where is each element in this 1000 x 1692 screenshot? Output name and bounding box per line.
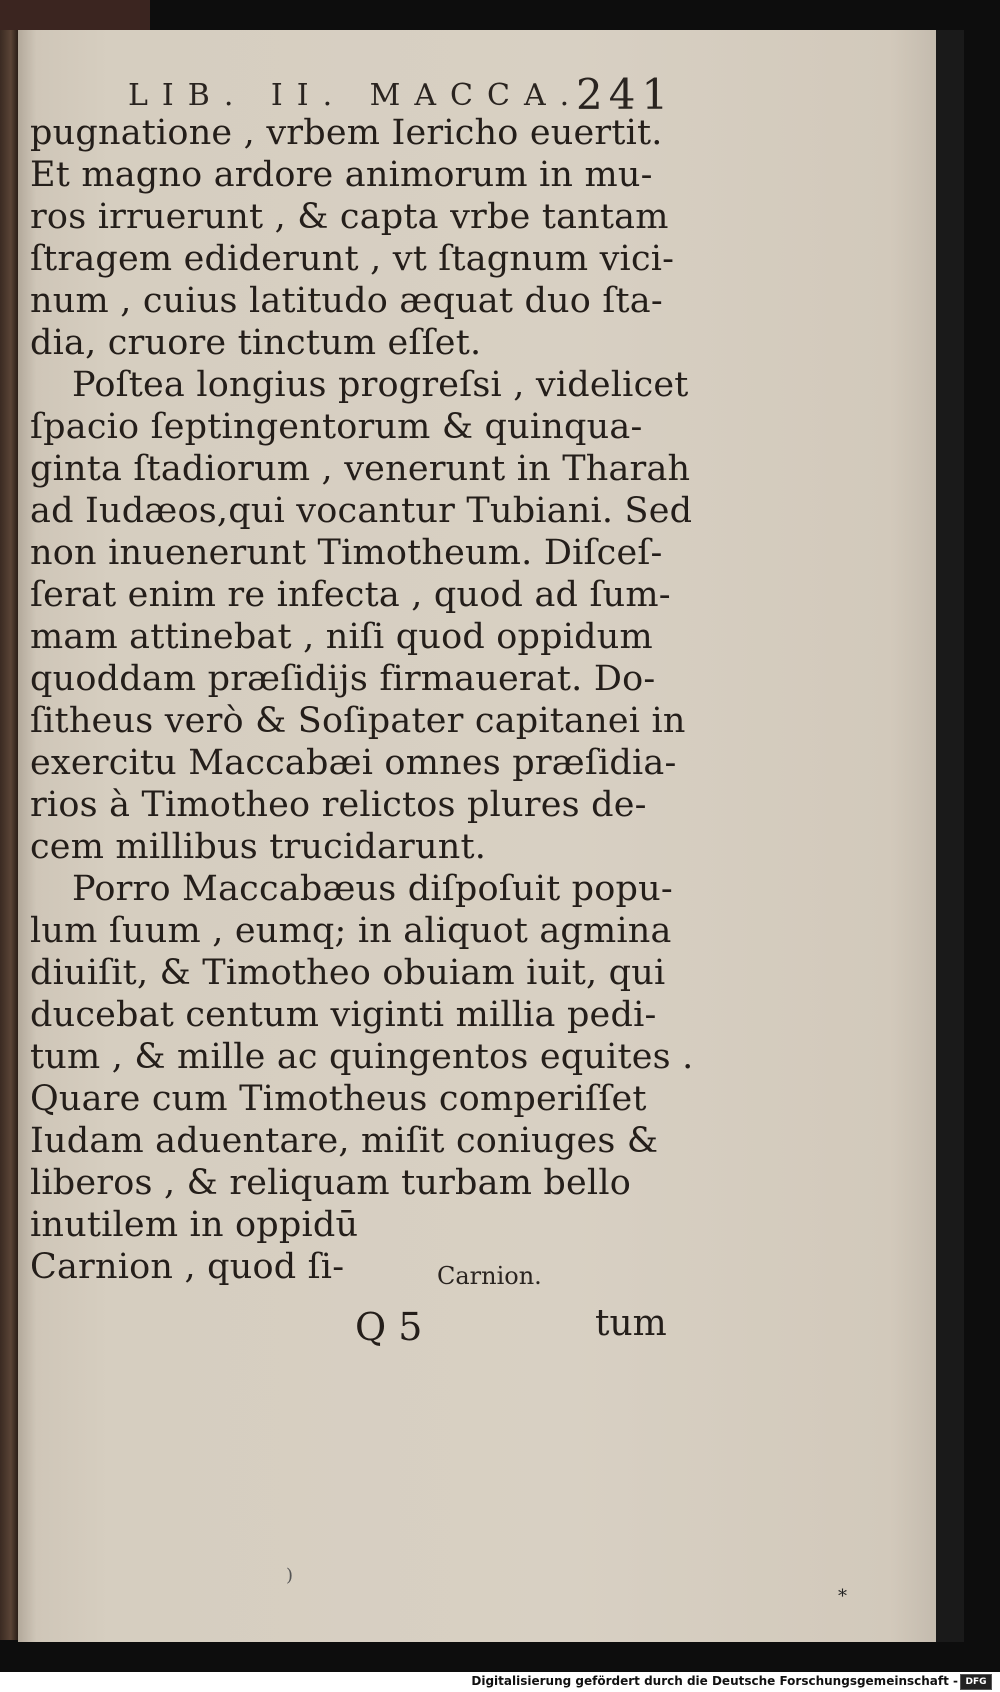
text-line: cem millibus trucidarunt. (30, 827, 487, 867)
text-line: quoddam præſidijs firmauerat. Do- (30, 659, 656, 699)
paragraph-start-line: Porro Maccabæus diſpoſuit popu- (72, 869, 673, 909)
funding-credit: Digitalisierung gefördert durch die Deutsche Forschungsgemeinschaft - (471, 1674, 958, 1688)
text-line: non inuenerunt Timotheum. Diſceſ- (30, 533, 663, 573)
text-line: dia, cruore tinctum eſſet. (30, 323, 482, 363)
catchword: tum (595, 1303, 667, 1344)
page-edge-shadow (936, 30, 964, 1642)
asterisk-icon: * (838, 1586, 847, 1607)
text-line: inutilem in oppidū (30, 1205, 359, 1245)
text-line: Quare cum Timotheus comperiſſet (30, 1079, 647, 1119)
text-line: ſpacio ſeptingentorum & quinqua- (30, 407, 643, 447)
text-line: liberos , & reliquam turbam bello (30, 1163, 631, 1203)
page-number: 241 (576, 70, 675, 119)
book-cover-corner (0, 0, 150, 30)
body-text (30, 112, 694, 1288)
text-line: ros irruerunt , & capta vrbe tantam (30, 197, 669, 237)
text-line: ſitheus verò & Soſipater capitanei in (30, 701, 686, 741)
stray-ink-mark: ) (286, 1565, 294, 1586)
book-binding-edge (0, 30, 18, 1640)
text-line: Et magno ardore animorum in mu- (30, 155, 653, 195)
text-line: Iudam aduentare, miſit coniuges & (30, 1121, 659, 1161)
text-line: ad Iudæos,qui vocantur Tubiani. Sed (30, 491, 693, 531)
text-line: ſerat enim re infecta , quod ad ſum- (30, 575, 671, 615)
text-line: mam attinebat , niſi quod oppidum (30, 617, 653, 657)
text-line: lum ſuum , eumq; in aliquot agmina (30, 911, 672, 951)
text-line: pugnatione , vrbem Iericho euertit. (30, 113, 663, 153)
dfg-logo-icon: DFG (960, 1674, 992, 1690)
margin-note: Carnion. (437, 1262, 542, 1290)
text-line: ginta ſtadiorum , venerunt in Tharah (30, 449, 691, 489)
text-line: tum , & mille ac quingentos equites . (30, 1037, 694, 1077)
paragraph-start-line: Poſtea longius progreſsi , videlicet (72, 365, 689, 405)
text-line: ſtragem ediderunt , vt ſtagnum vici- (30, 239, 675, 279)
text-line: rios à Timotheo relictos plures de- (30, 785, 647, 825)
text-line: diuiſit, & Timotheo obuiam iuit, qui (30, 953, 666, 993)
text-line: exercitu Maccabæi omnes præſidia- (30, 743, 677, 783)
running-title: LIB. II. MACCA. (128, 78, 584, 113)
text-line: Carnion , quod ſi- (30, 1247, 345, 1287)
signature-mark: Q 5 (355, 1305, 423, 1349)
text-line: ducebat centum viginti millia pedi- (30, 995, 657, 1035)
text-line: num , cuius latitudo æquat duo ſta- (30, 281, 663, 321)
